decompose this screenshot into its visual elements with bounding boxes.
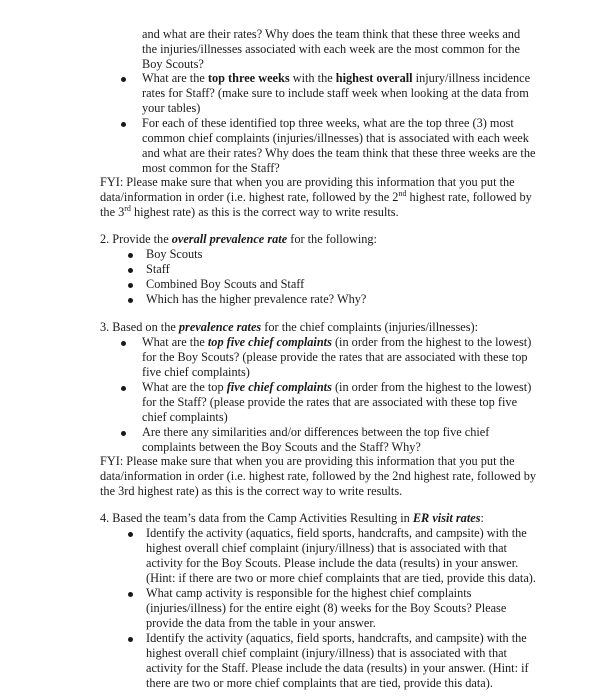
bullet-icon <box>121 341 126 346</box>
bullet-icon <box>121 386 126 391</box>
text-run: highest rate) as this is the correct way to write results. <box>130 205 399 219</box>
question-4a-line-2: highest overall chief complaint (injury/illness) that is associated with that <box>146 541 507 555</box>
text-run: : <box>480 511 484 525</box>
bullet-icon <box>128 298 133 303</box>
question-4a-line-3: activity for the Boy Scouts. Please include the data (results) in your answer. <box>146 556 519 570</box>
bullet-icon <box>128 637 133 642</box>
question-2-item: Combined Boy Scouts and Staff <box>146 277 305 291</box>
text-run: 4. Based the team’s data from the Camp Activities Resulting in <box>100 511 413 525</box>
staff-complaints-line-1: For each of these identified top three weeks, what are the top three (3) most <box>142 116 514 130</box>
text-run: 2. Provide the <box>100 232 172 246</box>
fyi-1-line-2 <box>100 190 532 206</box>
question-4-heading <box>100 511 484 527</box>
staff-top-weeks-line-1 <box>142 71 530 87</box>
fyi-2-line-1: FYI: Please make sure that when you are providing this information that you put the <box>100 454 515 468</box>
staff-top-weeks-line-2: rates for Staff? (make sure to include staff week when looking at the data from <box>142 86 529 100</box>
question-2-item: Which has the higher prevalence rate? Why? <box>146 292 367 306</box>
question-3c-line-2: complaints between the Boy Scouts and the Staff? Why? <box>142 440 421 454</box>
text-run: (in order from the highest to the lowest) <box>331 335 532 349</box>
text-run: What are the <box>142 71 208 85</box>
superscript: nd <box>398 188 407 198</box>
bold-run: highest overall <box>335 71 413 85</box>
staff-complaints-line-2: common chief complaints (injuries/illnesses) that is associated with each week <box>142 131 529 145</box>
question-3-heading <box>100 320 478 336</box>
question-2-item: Boy Scouts <box>146 247 203 261</box>
text-run: data/information in order (i.e. highest rate, followed by the 2 <box>100 190 399 204</box>
question-3a-line-3: five chief complaints) <box>142 365 250 379</box>
emphasis-run: top five chief complaints <box>207 335 332 349</box>
bullet-icon <box>121 122 126 127</box>
question-3c-line-1: Are there any similarities and/or differences between the top five chief <box>142 425 490 439</box>
bullet-icon <box>128 592 133 597</box>
question-4c-line-1: Identify the activity (aquatics, field sports, handcrafts, and campsite) with the <box>146 631 527 645</box>
question-3a-line-2: for the Boy Scouts? (please provide the rates that are associated with these top <box>142 350 528 364</box>
text-run: for the chief complaints (injuries/illnesses): <box>261 320 479 334</box>
question-2-heading <box>100 232 377 248</box>
question-4b-line-1: What camp activity is responsible for the highest chief complaints <box>146 586 472 600</box>
staff-complaints-line-4: most common for the Staff? <box>142 161 280 175</box>
text-run: What are the <box>142 335 208 349</box>
bullet-icon <box>128 268 133 273</box>
text-run: highest rate, followed by <box>406 190 532 204</box>
question-2-item: Staff <box>146 262 170 276</box>
emphasis-run: five chief complaints <box>226 380 332 394</box>
question-4b-line-2: (injuries/illness) for the entire eight (8) weeks for the Boy Scouts? Please <box>146 601 507 615</box>
question-3b-line-2: for the Staff? (please provide the rates that are associated with these top five <box>142 395 518 409</box>
emphasis-run: prevalence rates <box>178 320 262 334</box>
question-3b-line-1 <box>142 380 531 396</box>
emphasis-run: overall prevalence rate <box>171 232 288 246</box>
intro-line-1: and what are their rates? Why does the team think that these three weeks and <box>142 27 521 41</box>
question-3a-line-1 <box>142 335 531 351</box>
fyi-1-line-1: FYI: Please make sure that when you are providing this information that you put the <box>100 175 515 189</box>
question-4a-line-4: (Hint: if there are two or more chief complaints that are tied, provide this data). <box>146 571 536 585</box>
question-4c-line-2: highest overall chief complaint (injury/illness) that is associated with that <box>146 646 507 660</box>
staff-top-weeks-line-3: your tables) <box>142 101 201 115</box>
question-3b-line-3: chief complaints) <box>142 410 228 424</box>
bullet-icon <box>128 532 133 537</box>
question-4c-line-3: activity for the Staff. Please include the data (results) in your answer. (Hint: if <box>146 661 529 675</box>
emphasis-run: ER visit rates <box>412 511 481 525</box>
fyi-2-line-3: the 3rd highest rate) as this is the correct way to write results. <box>100 484 403 498</box>
bullet-icon <box>121 77 126 82</box>
bullet-icon <box>128 253 133 258</box>
question-4c-line-4: there are two or more chief complaints that are tied, provide this data). <box>146 676 493 690</box>
text-run: for the following: <box>287 232 377 246</box>
fyi-2-line-2: data/information in order (i.e. highest rate, followed by the 2nd highest rate, followed by <box>100 469 537 483</box>
question-4b-line-3: provide the data from the table in your answer. <box>146 616 376 630</box>
bold-run: top three weeks <box>207 71 290 85</box>
fyi-1-line-3 <box>100 205 399 221</box>
intro-line-3: Boy Scouts? <box>142 57 204 71</box>
text-run: (in order from the highest to the lowest) <box>331 380 532 394</box>
bullet-icon <box>121 431 126 436</box>
staff-complaints-line-3: and what are their rates? Why does the team think that these three weeks are the <box>142 146 536 160</box>
text-run: What are the top <box>142 380 227 394</box>
intro-line-2: the injuries/illnesses associated with each week are the most common for the <box>142 42 521 56</box>
text-run: 3. Based on the <box>100 320 179 334</box>
question-4a-line-1: Identify the activity (aquatics, field sports, handcrafts, and campsite) with the <box>146 526 527 540</box>
text-run: injury/illness incidence <box>412 71 531 85</box>
text-run: with the <box>289 71 336 85</box>
superscript: rd <box>124 203 131 213</box>
bullet-icon <box>128 283 133 288</box>
text-run: the 3 <box>100 205 125 219</box>
